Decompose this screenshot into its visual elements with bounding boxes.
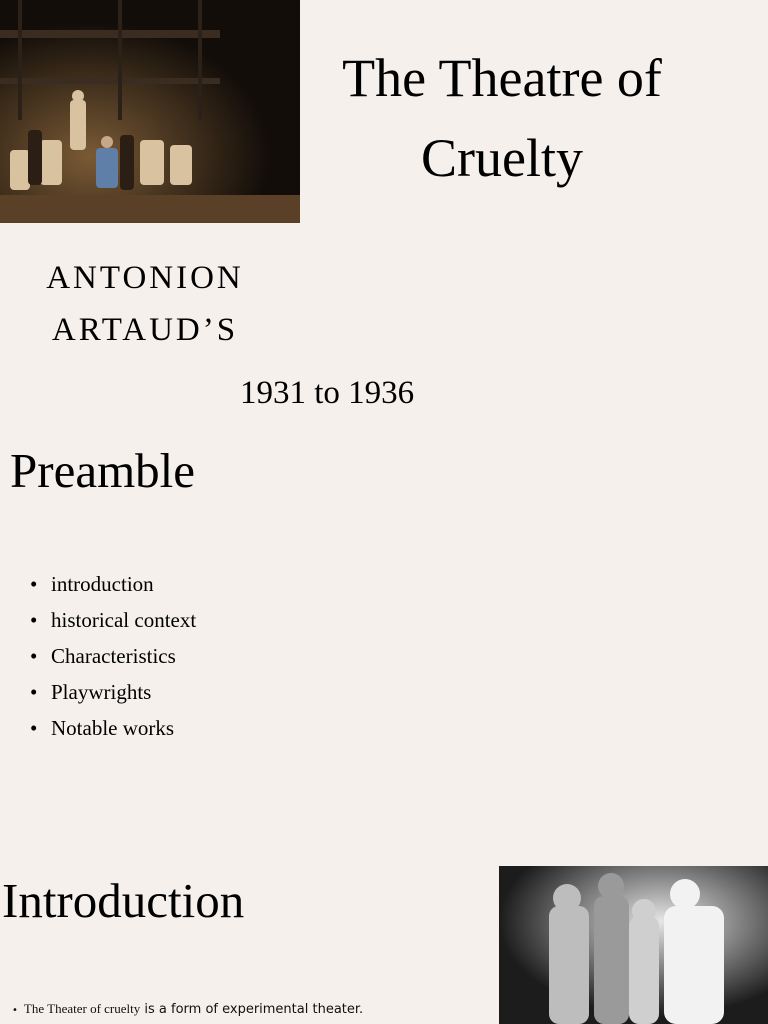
stage-performance-image <box>0 0 300 223</box>
author-line-1: ANTONION <box>46 260 244 296</box>
list-item-label: historical context <box>51 608 197 632</box>
author-line-2: ARTAUD’S <box>51 312 239 348</box>
bullet-icon: • <box>12 1005 18 1016</box>
list-item-label: Notable works <box>51 716 175 740</box>
author-name <box>20 252 270 356</box>
bullet-icon: • <box>30 680 38 704</box>
list-item-label: Characteristics <box>51 644 176 668</box>
list-item-label: introduction <box>51 572 154 596</box>
list-item <box>30 710 196 746</box>
presentation-title <box>312 38 692 198</box>
list-item-label: Playwrights <box>51 680 152 704</box>
list-item <box>30 638 196 674</box>
preamble-heading: Preamble <box>10 443 196 498</box>
introduction-point-text: is a form of experimental theater. <box>140 1002 364 1017</box>
introduction-heading: Introduction <box>2 873 245 928</box>
bullet-icon: • <box>30 608 38 632</box>
introduction-point-lead: The Theater of cruelty <box>23 1001 141 1016</box>
introduction-point <box>12 1001 363 1017</box>
bullet-icon: • <box>30 644 38 668</box>
bullet-icon: • <box>30 572 38 596</box>
bullet-icon: • <box>30 716 38 740</box>
title-line-1: The Theatre of <box>342 48 662 108</box>
list-item <box>30 674 196 710</box>
date-range: 1931 to 1936 <box>240 375 415 411</box>
list-item <box>30 602 196 638</box>
performers-image <box>499 866 768 1024</box>
list-item <box>30 566 196 602</box>
preamble-list <box>30 566 196 746</box>
title-line-2: Cruelty <box>421 128 583 188</box>
